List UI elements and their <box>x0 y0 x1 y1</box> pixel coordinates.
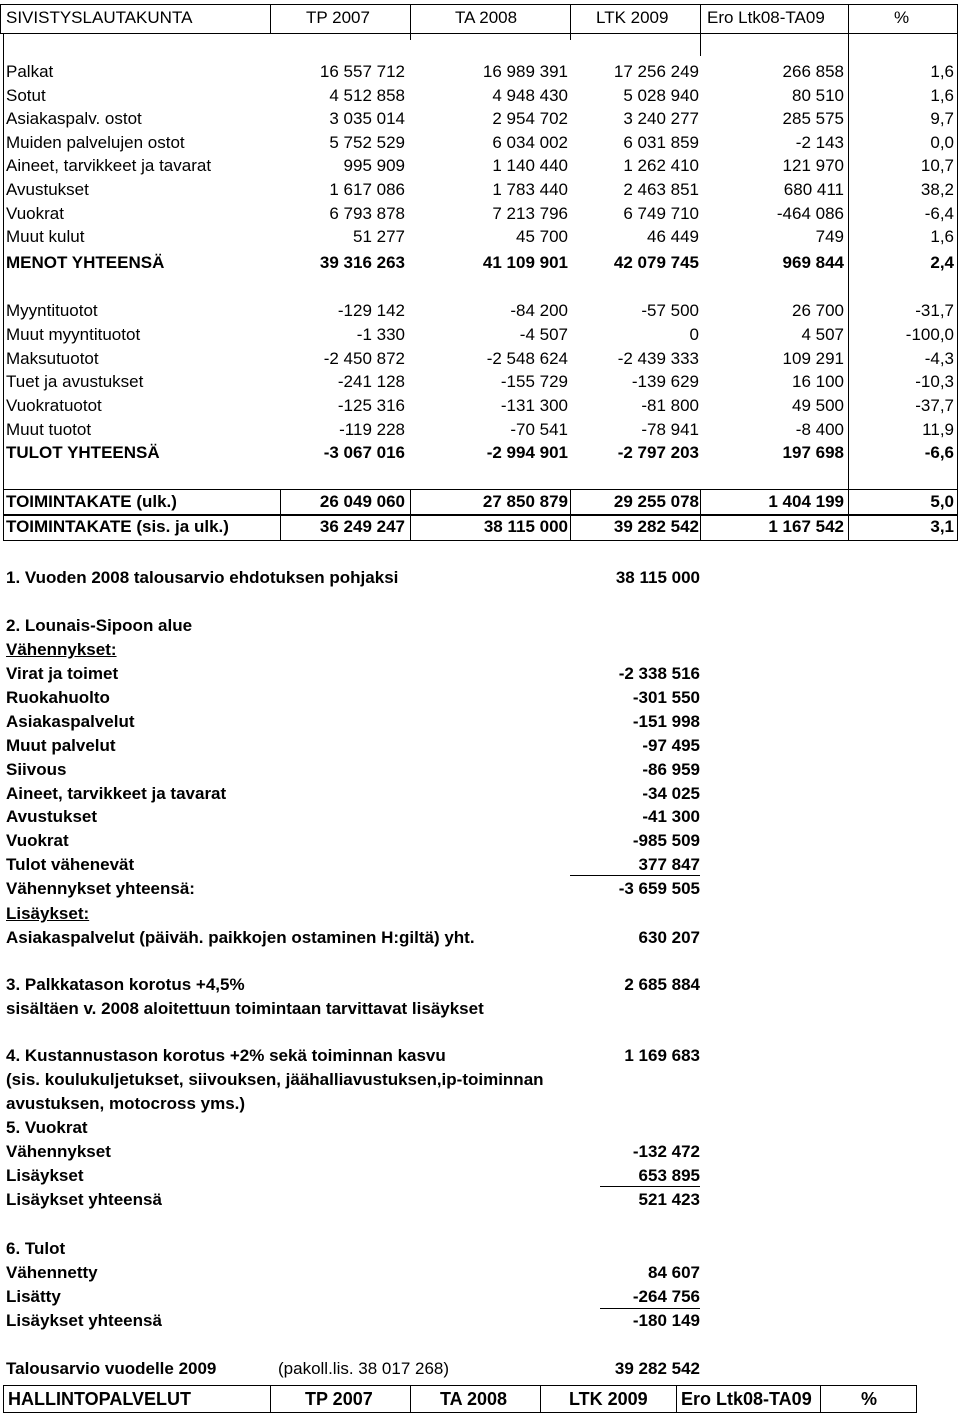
note-2-item-value: -97 495 <box>642 735 700 755</box>
note-2-subtitle: Vähennykset: <box>6 640 117 659</box>
income-row-ta: -2 548 624 <box>486 348 568 368</box>
toimintakate-ulk-tp: 26 049 060 <box>319 492 405 511</box>
income-row-tp: -129 142 <box>337 301 405 320</box>
expenses-total-row-ta: 41 109 901 <box>482 253 568 272</box>
income-row-ltk: -78 941 <box>641 420 699 439</box>
footer-col-ltk: LTK 2009 <box>569 1389 648 1409</box>
note-2-item-label: Virat ja toimet <box>6 664 119 683</box>
expense-row-pct: 1,6 <box>930 85 954 105</box>
expense-row-ta: 2 954 702 <box>492 109 568 129</box>
note-3-value: 2 685 884 <box>624 975 700 994</box>
expense-row-tp: 4 512 858 <box>329 85 405 105</box>
expense-row-ltk: 17 256 249 <box>613 62 699 81</box>
expense-row-ero: 285 575 <box>782 109 844 129</box>
expense-row-ero: 266 858 <box>782 62 844 81</box>
income-row-ero: 4 507 <box>801 324 844 344</box>
toimintakate-sis-tp: 36 249 247 <box>319 517 405 536</box>
footer-col-tp: TP 2007 <box>305 1389 373 1409</box>
income-row-ltk: -2 439 333 <box>617 348 699 368</box>
expense-row-tp: 1 617 086 <box>329 180 405 199</box>
note-2-item-value: -301 550 <box>632 687 700 707</box>
toimintakate-ulk-ta: 27 850 879 <box>482 492 568 511</box>
income-row-label: Myyntituotot <box>6 301 98 320</box>
note-2-item-label: Avustukset <box>6 807 98 827</box>
page-title: SIVISTYSLAUTAKUNTA <box>6 8 193 27</box>
note-2-item-label: Ruokahuolto <box>6 687 110 707</box>
expense-row-ltk: 1 262 410 <box>623 156 699 176</box>
income-row-tp: -125 316 <box>337 396 405 416</box>
note-6-item-value: 84 607 <box>648 1263 700 1282</box>
note-2-item-label: Muut palvelut <box>6 735 116 755</box>
income-row-ta: -4 507 <box>519 324 568 344</box>
note-2-total-value: -3 659 505 <box>618 879 700 898</box>
income-total-row-tp: -3 067 016 <box>323 443 405 462</box>
income-row-ltk: -57 500 <box>641 301 699 320</box>
note-2-additions-label: Asiakaspalvelut (päiväh. paikkojen ostaminen H:giltä) yht. <box>6 928 475 947</box>
income-row-label: Maksutuotot <box>6 348 99 368</box>
expense-row-tp: 16 557 712 <box>319 62 405 81</box>
income-row-tp: -241 128 <box>337 372 405 392</box>
toimintakate-ulk-pct: 5,0 <box>930 492 954 511</box>
expense-row-ta: 16 989 391 <box>482 62 568 81</box>
income-row-tp: -1 330 <box>356 324 405 344</box>
expense-row-ltk: 6 749 710 <box>623 203 699 223</box>
note-5-item-value: -132 472 <box>632 1142 700 1161</box>
note-4-sub-2: avustuksen, motocross yms.) <box>6 1094 246 1113</box>
note-1-label: 1. Vuoden 2008 talousarvio ehdotuksen pohjaksi <box>6 568 399 587</box>
expense-row-pct: 9,7 <box>930 109 954 129</box>
note-2-title: 2. Lounais-Sipoon alue <box>6 616 193 635</box>
expense-row-ta: 1 140 440 <box>492 156 568 176</box>
note-5-item-value: 653 895 <box>638 1166 700 1185</box>
note-2-item-value: 377 847 <box>638 855 700 875</box>
expenses-total-row-tp: 39 316 263 <box>319 253 405 272</box>
toimintakate-sis-label: TOIMINTAKATE (sis. ja ulk.) <box>6 517 229 536</box>
expense-row-tp: 995 909 <box>343 156 405 176</box>
income-row-tp: -119 228 <box>339 420 405 439</box>
note-5-title: 5. Vuokrat <box>6 1118 88 1137</box>
income-row-label: Vuokratuotot <box>6 396 102 416</box>
expense-row-label: Avustukset <box>6 180 89 199</box>
income-row-ltk: -139 629 <box>631 372 699 392</box>
note-6-item-label: Lisätty <box>6 1287 61 1306</box>
header-col-ta: TA 2008 <box>455 8 518 27</box>
expense-row-pct: -6,4 <box>924 203 954 223</box>
footer-col-pct: % <box>861 1389 878 1409</box>
header-col-ltk: LTK 2009 <box>596 8 669 27</box>
note-3-label: 3. Palkkatason korotus +4,5% <box>6 975 245 994</box>
income-row-pct: -4,3 <box>924 348 954 368</box>
expense-row-ltk: 5 028 940 <box>623 85 699 105</box>
expense-row-label: Vuokrat <box>6 203 64 223</box>
income-row-pct: -37,7 <box>915 396 954 416</box>
toimintakate-sis-pct: 3,1 <box>930 517 954 536</box>
income-row-ta: -131 300 <box>500 396 568 416</box>
footer-col-ta: TA 2008 <box>440 1389 508 1409</box>
note-5-item-label: Lisäykset <box>6 1166 84 1185</box>
income-total-row-ta: -2 994 901 <box>486 443 568 462</box>
expense-row-ero: -464 086 <box>776 203 844 223</box>
expense-row-ltk: 6 031 859 <box>623 132 699 152</box>
note-2-item-label: Tulot vähenevät <box>6 855 135 875</box>
expense-row-label: Palkat <box>6 62 54 81</box>
expense-row-ltk: 2 463 851 <box>623 180 699 199</box>
expense-row-label: Aineet, tarvikkeet ja tavarat <box>6 156 212 176</box>
income-row-ero: 49 500 <box>792 396 844 416</box>
footer-title: HALLINTOPALVELUT <box>8 1389 191 1409</box>
expenses-total-row-label: MENOT YHTEENSÄ <box>6 253 165 272</box>
final-paren: (pakoll.lis. 38 017 268) <box>278 1359 450 1378</box>
note-2-item-value: -86 959 <box>642 759 700 779</box>
income-total-row-pct: -6,6 <box>924 443 954 462</box>
income-row-label: Muut myyntituotot <box>6 324 141 344</box>
expense-row-tp: 6 793 878 <box>329 203 405 223</box>
income-row-ero: 26 700 <box>792 301 844 320</box>
income-row-ero: -8 400 <box>795 420 844 439</box>
income-total-row-label: TULOT YHTEENSÄ <box>6 443 160 462</box>
note-2-item-label: Asiakaspalvelut <box>6 711 135 731</box>
toimintakate-ulk-label: TOIMINTAKATE (ulk.) <box>6 492 177 511</box>
toimintakate-ulk-ero: 1 404 199 <box>768 492 844 511</box>
note-2-additions-value: 630 207 <box>638 928 700 947</box>
header-col-tp: TP 2007 <box>306 8 370 27</box>
income-total-row-ltk: -2 797 203 <box>617 443 699 462</box>
expense-row-ta: 4 948 430 <box>492 85 568 105</box>
note-2-item-label: Siivous <box>6 759 67 779</box>
expense-row-ero: -2 143 <box>795 132 844 152</box>
expense-row-pct: 38,2 <box>920 180 954 199</box>
note-6-item-value: -180 149 <box>632 1311 700 1330</box>
note-2-item-value: -985 509 <box>632 831 700 851</box>
final-label: Talousarvio vuodelle 2009 <box>6 1359 217 1378</box>
note-2-item-label: Vuokrat <box>6 831 69 851</box>
toimintakate-ulk-ltk: 29 255 078 <box>613 492 699 511</box>
toimintakate-sis-ero: 1 167 542 <box>768 517 844 536</box>
expense-row-ero: 749 <box>815 227 844 247</box>
note-4-label: 4. Kustannustason korotus +2% sekä toiminnan kasvu <box>6 1046 446 1065</box>
note-2-item-label: Aineet, tarvikkeet ja tavarat <box>6 783 227 803</box>
note-2-item-value: -34 025 <box>642 783 700 803</box>
note-2-total-label: Vähennykset yhteensä: <box>6 879 195 898</box>
expense-row-label: Muut kulut <box>6 227 85 247</box>
footer-col-ero: Ero Ltk08-TA09 <box>681 1389 812 1409</box>
expense-row-ta: 45 700 <box>516 227 568 247</box>
expense-row-ero: 680 411 <box>783 180 844 199</box>
income-row-ta: -155 729 <box>500 372 568 392</box>
income-row-ta: -84 200 <box>510 301 568 320</box>
expense-row-label: Muiden palvelujen ostot <box>6 132 185 152</box>
note-1-value: 38 115 000 <box>615 568 700 587</box>
expense-row-ta: 7 213 796 <box>492 203 568 223</box>
income-row-ero: 109 291 <box>782 348 844 368</box>
expenses-total-row-pct: 2,4 <box>930 253 954 272</box>
expense-row-pct: 0,0 <box>930 132 954 152</box>
note-2-item-value: -2 338 516 <box>618 664 700 683</box>
expense-row-ta: 6 034 002 <box>492 132 568 152</box>
income-total-row-ero: 197 698 <box>782 443 844 462</box>
note-4-sub-1: (sis. koulukuljetukset, siivouksen, jäähalliavustuksen,ip-toiminnan <box>6 1070 544 1089</box>
expense-row-ero: 121 970 <box>782 156 844 176</box>
header-col-ero: Ero Ltk08-TA09 <box>707 8 825 27</box>
expense-row-tp: 51 277 <box>353 227 405 247</box>
income-row-pct: -10,3 <box>915 372 954 392</box>
expense-row-label: Sotut <box>6 85 46 105</box>
note-5-item-label: Vähennykset <box>6 1142 111 1161</box>
note-6-item-value: -264 756 <box>632 1287 700 1306</box>
expense-row-pct: 1,6 <box>930 227 954 247</box>
income-row-pct: -31,7 <box>915 301 954 320</box>
note-6-title: 6. Tulot <box>6 1239 66 1258</box>
note-2-item-value: -151 998 <box>632 711 700 731</box>
note-5-item-label: Lisäykset yhteensä <box>6 1190 162 1209</box>
toimintakate-sis-ltk: 39 282 542 <box>613 517 699 536</box>
expense-row-tp: 3 035 014 <box>329 109 405 129</box>
expense-row-ltk: 3 240 277 <box>623 109 699 129</box>
note-4-value: 1 169 683 <box>624 1046 700 1065</box>
note-2-additions-title: Lisäykset: <box>6 904 90 923</box>
income-row-ta: -70 541 <box>510 420 568 439</box>
note-5-item-value: 521 423 <box>638 1190 700 1209</box>
note-2-item-value: -41 300 <box>642 807 700 827</box>
expense-row-ltk: 46 449 <box>647 227 699 247</box>
income-row-ltk: -81 800 <box>641 396 699 416</box>
header-col-pct: % <box>894 8 910 27</box>
expenses-total-row-ero: 969 844 <box>782 253 844 272</box>
final-value: 39 282 542 <box>614 1359 700 1378</box>
income-row-label: Tuet ja avustukset <box>6 372 144 392</box>
income-row-pct: 11,9 <box>922 420 954 439</box>
expense-row-ero: 80 510 <box>792 85 844 105</box>
income-row-label: Muut tuotot <box>6 420 92 439</box>
toimintakate-sis-ta: 38 115 000 <box>483 517 568 536</box>
note-6-item-label: Vähennetty <box>6 1263 98 1282</box>
note-6-item-label: Lisäykset yhteensä <box>6 1311 162 1330</box>
income-row-tp: -2 450 872 <box>323 348 405 368</box>
expense-row-pct: 10,7 <box>920 156 954 176</box>
income-row-pct: -100,0 <box>905 324 954 344</box>
expense-row-label: Asiakaspalv. ostot <box>6 109 142 129</box>
income-row-ltk: 0 <box>689 324 699 344</box>
expenses-total-row-ltk: 42 079 745 <box>613 253 699 272</box>
income-row-ero: 16 100 <box>792 372 844 392</box>
expense-row-pct: 1,6 <box>930 62 954 81</box>
expense-row-ta: 1 783 440 <box>492 180 568 199</box>
expense-row-tp: 5 752 529 <box>329 132 405 152</box>
note-3-sub: sisältäen v. 2008 aloitettuun toimintaan tarvittavat lisäykset <box>6 999 484 1018</box>
